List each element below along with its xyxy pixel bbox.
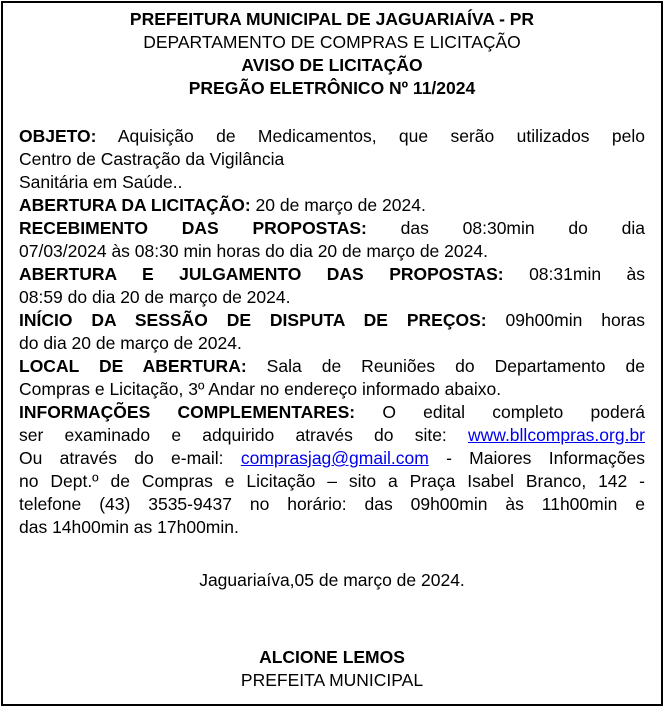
notice-type-heading: AVISO DE LICITAÇÃO (241, 55, 423, 75)
site-link[interactable]: www.bllcompras.org.br (468, 425, 645, 445)
doc-line (19, 309, 645, 332)
text-segment: Sanitária em Saúde.. (19, 172, 183, 192)
doc-line (19, 286, 645, 309)
doc-line (19, 401, 645, 424)
text-segment: Compras e Licitação, 3º Andar no endereço informado abaixo. (19, 379, 502, 399)
municipality-title: PREFEITURA MUNICIPAL DE JAGUARIAÍVA - PR (129, 9, 535, 29)
label-local-abertura: LOCAL DE ABERTURA: (19, 356, 247, 376)
doc-line (19, 148, 645, 171)
document-border-frame (1, 1, 663, 706)
signer-name: ALCIONE LEMOS (259, 647, 405, 667)
text-segment: das 08:30min do dia (366, 218, 645, 238)
doc-line (19, 240, 645, 263)
text-segment: 09h00min horas (486, 310, 645, 330)
signer-title: PREFEITA MUNICIPAL (240, 670, 424, 690)
email-link[interactable]: comprasjag@gmail.com (240, 448, 429, 468)
doc-line (19, 125, 645, 148)
label-abertura-licitacao: ABERTURA DA LICITAÇÃO: (19, 195, 251, 215)
label-abertura-julgamento: ABERTURA E JULGAMENTO DAS PROPOSTAS: (19, 264, 504, 284)
doc-line (19, 332, 645, 355)
label-objeto: OBJETO: (19, 126, 97, 146)
text-segment: O edital completo poderá (355, 402, 646, 422)
label-recebimento-propostas: RECEBIMENTO DAS PROPOSTAS: (19, 218, 367, 238)
text-segment: Aquisição de Medicamentos, que serão utilizados pelo (96, 126, 645, 146)
document-body (19, 125, 645, 539)
doc-line (19, 378, 645, 401)
text-segment: do dia 20 de março de 2024. (19, 333, 242, 353)
doc-line (19, 171, 645, 194)
process-number-heading: PREGÃO ELETRÔNICO Nº 11/2024 (188, 78, 476, 98)
text-segment: Centro de Castração da Vigilância (19, 149, 285, 169)
document-header (19, 8, 645, 100)
text-segment: no Dept.º de Compras e Licitação – sito a Praça Isabel Branco, 142 - (19, 471, 645, 491)
text-segment: Sala de Reuniões do Departamento de (246, 356, 645, 376)
doc-line (19, 447, 645, 470)
doc-line (19, 424, 645, 447)
text-segment: ser examinado e adquirido através do site: (19, 425, 468, 445)
text-segment: 08:59 do dia 20 de março de 2024. (19, 287, 291, 307)
doc-line (19, 217, 645, 240)
label-inicio-disputa: INÍCIO DA SESSÃO DE DISPUTA DE PREÇOS: (19, 310, 487, 330)
doc-line (19, 516, 645, 539)
text-segment: das 14h00min as 17h00min. (19, 517, 239, 537)
doc-line (19, 194, 645, 217)
text-segment: telefone (43) 3535-9437 no horário: das 09h00min às 11h00min e (19, 494, 645, 514)
signature-block (19, 646, 645, 692)
date-place-line: Jaguariaíva,05 de março de 2024. (199, 570, 465, 590)
doc-line (19, 355, 645, 378)
department-subtitle: DEPARTAMENTO DE COMPRAS E LICITAÇÃO (143, 32, 521, 52)
label-informacoes-complementares: INFORMAÇÕES COMPLEMENTARES: (19, 402, 356, 422)
doc-line (19, 470, 645, 493)
doc-line (19, 263, 645, 286)
doc-line (19, 493, 645, 516)
text-segment: - Maiores Informações (428, 448, 645, 468)
text-segment: 08:31min às (503, 264, 646, 284)
text-segment: 07/03/2024 às 08:30 min horas do dia 20 de março de 2024. (19, 241, 488, 261)
text-segment: Ou através do e-mail: (19, 448, 241, 468)
text-segment: 20 de março de 2024. (250, 195, 426, 215)
